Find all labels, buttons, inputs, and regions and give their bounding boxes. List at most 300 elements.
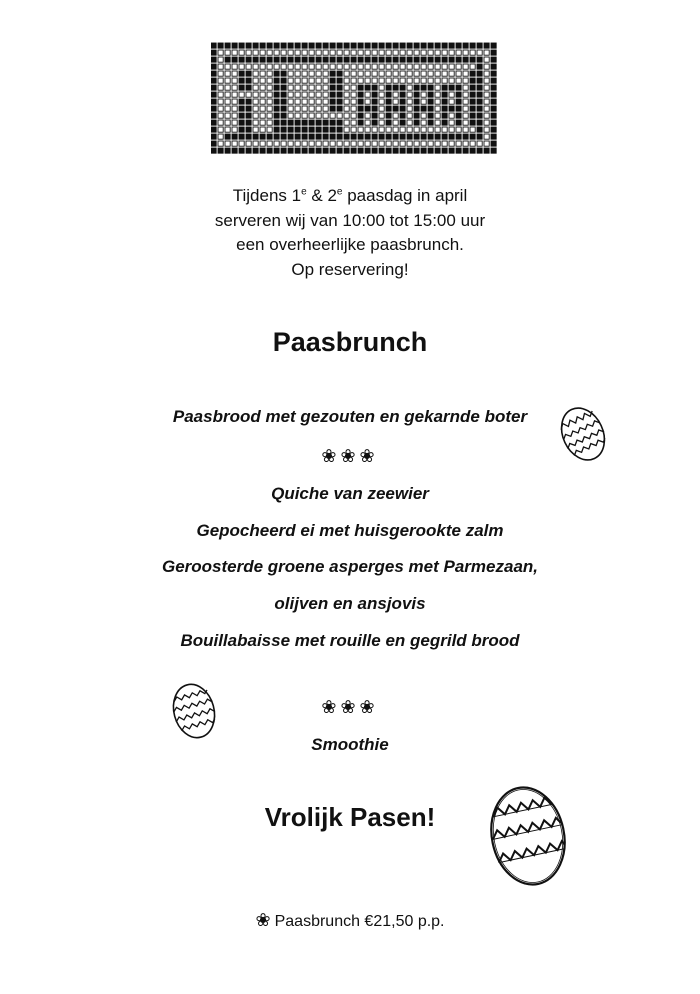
logo-pixel xyxy=(393,85,398,90)
logo-pixel xyxy=(309,78,314,83)
logo-pixel xyxy=(470,148,475,153)
logo-pixel xyxy=(295,106,300,111)
logo-pixel xyxy=(246,127,251,132)
logo-pixel xyxy=(323,99,328,104)
logo-pixel xyxy=(267,85,272,90)
logo-pixel xyxy=(449,57,454,62)
logo-pixel xyxy=(246,148,251,153)
logo-pixel xyxy=(274,50,279,55)
logo-pixel xyxy=(344,106,349,111)
logo-pixel xyxy=(421,71,426,76)
logo-pixel xyxy=(484,120,489,125)
logo-pixel xyxy=(491,120,496,125)
logo-pixel xyxy=(253,106,258,111)
logo-pixel xyxy=(302,134,307,139)
logo-pixel xyxy=(330,134,335,139)
logo-pixel xyxy=(379,78,384,83)
logo-pixel xyxy=(428,71,433,76)
logo-pixel xyxy=(330,50,335,55)
logo-pixel xyxy=(316,85,321,90)
logo-pixel xyxy=(365,120,370,125)
logo-pixel xyxy=(456,85,461,90)
logo-pixel xyxy=(477,50,482,55)
intro-line-2: serveren wij van 10:00 tot 15:00 uur xyxy=(214,210,486,230)
menu-starter: Paasbrood met gezouten en gekarnde boter xyxy=(172,407,528,426)
logo-pixel xyxy=(225,78,230,83)
logo-pixel xyxy=(225,134,230,139)
logo-pixel xyxy=(393,50,398,55)
logo-pixel xyxy=(302,120,307,125)
logo-pixel xyxy=(260,99,265,104)
menu-dish-2: Gepocheerd ei met huisgerookte zalm xyxy=(196,521,504,540)
logo-pixel xyxy=(274,71,279,76)
logo-pixel xyxy=(386,78,391,83)
logo-pixel xyxy=(372,57,377,62)
logo-pixel xyxy=(428,120,433,125)
logo-pixel xyxy=(477,71,482,76)
logo-pixel xyxy=(309,141,314,146)
logo-pixel xyxy=(484,141,489,146)
logo-pixel xyxy=(477,99,482,104)
logo-pixel xyxy=(288,64,293,69)
logo-pixel xyxy=(274,78,279,83)
logo-pixel xyxy=(491,92,496,97)
logo-pixel xyxy=(246,57,251,62)
logo-pixel xyxy=(323,78,328,83)
closing-greeting: Vrolijk Pasen! xyxy=(264,802,436,832)
logo-pixel xyxy=(239,113,244,118)
logo-pixel xyxy=(463,148,468,153)
logo-pixel xyxy=(253,85,258,90)
logo-pixel xyxy=(302,64,307,69)
logo-pixel xyxy=(344,71,349,76)
logo-pixel xyxy=(456,148,461,153)
logo-pixel xyxy=(225,71,230,76)
logo-pixel xyxy=(344,148,349,153)
logo-pixel xyxy=(351,148,356,153)
logo-pixel xyxy=(211,71,216,76)
logo-pixel xyxy=(281,134,286,139)
logo-pixel xyxy=(449,85,454,90)
menu-dessert: Smoothie xyxy=(311,735,389,754)
logo-pixel xyxy=(330,64,335,69)
logo-pixel xyxy=(491,64,496,69)
logo-pixel xyxy=(302,92,307,97)
logo-pixel xyxy=(435,71,440,76)
logo-pixel xyxy=(449,141,454,146)
logo-pixel xyxy=(281,78,286,83)
logo-pixel xyxy=(491,106,496,111)
logo-pixel xyxy=(274,134,279,139)
logo-pixel xyxy=(442,50,447,55)
logo-pixel xyxy=(407,120,412,125)
logo-pixel xyxy=(211,113,216,118)
logo-pixel xyxy=(358,127,363,132)
logo-pixel xyxy=(400,106,405,111)
logo-pixel xyxy=(337,134,342,139)
logo-pixel xyxy=(435,78,440,83)
logo-pixel xyxy=(309,99,314,104)
logo-pixel xyxy=(456,57,461,62)
logo-pixel xyxy=(344,141,349,146)
logo-pixel xyxy=(421,113,426,118)
logo-pixel xyxy=(288,127,293,132)
logo-pixel xyxy=(414,43,419,48)
logo-pixel xyxy=(442,71,447,76)
logo-pixel xyxy=(330,120,335,125)
logo-pixel xyxy=(239,71,244,76)
logo-pixel xyxy=(330,148,335,153)
logo-pixel xyxy=(260,120,265,125)
logo-pixel xyxy=(246,141,251,146)
logo-pixel xyxy=(470,120,475,125)
logo-pixel xyxy=(407,57,412,62)
logo-pixel xyxy=(302,106,307,111)
logo-pixel xyxy=(267,127,272,132)
logo-pixel xyxy=(379,85,384,90)
logo-pixel xyxy=(386,57,391,62)
logo-pixel xyxy=(365,78,370,83)
logo-pixel xyxy=(491,57,496,62)
logo-pixel xyxy=(421,43,426,48)
logo-pixel xyxy=(442,64,447,69)
logo-pixel xyxy=(463,120,468,125)
logo-pixel xyxy=(449,113,454,118)
logo-pixel xyxy=(211,57,216,62)
logo-pixel xyxy=(337,148,342,153)
logo-pixel xyxy=(386,43,391,48)
logo-pixel xyxy=(421,99,426,104)
logo-pixel xyxy=(302,99,307,104)
logo-pixel xyxy=(316,43,321,48)
logo-pixel xyxy=(218,92,223,97)
logo-pixel xyxy=(491,71,496,76)
logo-pixel xyxy=(386,148,391,153)
logo-pixel xyxy=(372,134,377,139)
logo-pixel xyxy=(309,50,314,55)
logo-pixel xyxy=(379,141,384,146)
logo-pixel xyxy=(414,50,419,55)
logo-pixel xyxy=(323,113,328,118)
logo-pixel xyxy=(351,57,356,62)
logo-pixel xyxy=(281,113,286,118)
logo-pixel xyxy=(253,92,258,97)
logo-pixel xyxy=(281,127,286,132)
logo-pixel xyxy=(442,120,447,125)
logo-pixel xyxy=(365,148,370,153)
menu-dish-4: olijven en ansjovis xyxy=(274,594,426,613)
logo-pixel xyxy=(239,92,244,97)
logo-pixel xyxy=(421,148,426,153)
logo-pixel xyxy=(386,120,391,125)
logo-pixel xyxy=(267,43,272,48)
logo-pixel xyxy=(358,134,363,139)
logo-pixel xyxy=(260,71,265,76)
logo-pixel xyxy=(260,127,265,132)
logo-pixel xyxy=(400,99,405,104)
logo-pixel xyxy=(274,99,279,104)
page-title: Paasbrunch xyxy=(272,327,428,357)
logo-pixel xyxy=(232,148,237,153)
logo-pixel xyxy=(421,57,426,62)
logo-pixel xyxy=(379,71,384,76)
easter-egg-icon xyxy=(556,403,610,465)
logo-pixel xyxy=(232,106,237,111)
logo-pixel xyxy=(253,57,258,62)
logo-pixel xyxy=(414,113,419,118)
flower-separator-1: ❀❀❀ xyxy=(321,446,379,466)
logo-pixel xyxy=(267,113,272,118)
logo-pixel xyxy=(463,141,468,146)
logo-pixel xyxy=(449,99,454,104)
logo-pixel xyxy=(470,78,475,83)
logo-pixel xyxy=(456,92,461,97)
logo-pixel xyxy=(421,120,426,125)
logo-pixel xyxy=(421,141,426,146)
logo-pixel xyxy=(295,85,300,90)
logo-pixel xyxy=(253,148,258,153)
logo-pixel xyxy=(288,85,293,90)
logo-pixel xyxy=(253,71,258,76)
logo-pixel xyxy=(407,64,412,69)
logo-pixel xyxy=(470,99,475,104)
flower-icon: ❀ xyxy=(255,910,271,930)
logo-pixel xyxy=(253,141,258,146)
logo-pixel xyxy=(246,78,251,83)
logo-pixel xyxy=(435,43,440,48)
logo-pixel xyxy=(491,43,496,48)
logo-pixel xyxy=(295,92,300,97)
logo-pixel xyxy=(477,141,482,146)
logo-pixel xyxy=(274,113,279,118)
logo-pixel xyxy=(358,71,363,76)
logo-pixel xyxy=(239,106,244,111)
logo-pixel xyxy=(428,106,433,111)
logo-pixel xyxy=(302,71,307,76)
logo-pixel xyxy=(393,134,398,139)
logo-pixel xyxy=(323,148,328,153)
logo-pixel xyxy=(407,99,412,104)
logo-pixel xyxy=(449,127,454,132)
logo-pixel xyxy=(463,78,468,83)
logo-pixel xyxy=(484,92,489,97)
logo-pixel xyxy=(414,71,419,76)
logo-pixel xyxy=(386,85,391,90)
logo-pixel xyxy=(267,71,272,76)
logo-pixel xyxy=(449,50,454,55)
logo-pixel xyxy=(288,78,293,83)
logo-pixel xyxy=(428,127,433,132)
logo-pixel xyxy=(253,99,258,104)
logo-pixel xyxy=(477,113,482,118)
logo-pixel xyxy=(442,134,447,139)
logo-pixel xyxy=(246,120,251,125)
logo-pixel xyxy=(414,134,419,139)
logo-pixel xyxy=(372,92,377,97)
logo-pixel xyxy=(372,99,377,104)
logo-pixel xyxy=(337,113,342,118)
logo-pixel xyxy=(337,92,342,97)
logo-pixel xyxy=(477,92,482,97)
logo-pixel xyxy=(295,141,300,146)
logo-pixel xyxy=(253,127,258,132)
logo-pixel xyxy=(365,57,370,62)
easter-egg-icon xyxy=(484,782,572,890)
logo-pixel xyxy=(484,127,489,132)
logo-pixel xyxy=(281,43,286,48)
menu-dish-1: Quiche van zeewier xyxy=(271,484,429,503)
logo-pixel xyxy=(246,71,251,76)
logo-pixel xyxy=(435,85,440,90)
logo-pixel xyxy=(337,71,342,76)
logo-pixel xyxy=(218,50,223,55)
logo-pixel xyxy=(470,57,475,62)
logo-pixel xyxy=(323,64,328,69)
logo-pixel xyxy=(414,120,419,125)
logo-pixel xyxy=(365,99,370,104)
logo-pixel xyxy=(421,85,426,90)
logo-pixel xyxy=(274,43,279,48)
logo-pixel xyxy=(295,64,300,69)
logo-pixel xyxy=(393,113,398,118)
logo-pixel xyxy=(309,127,314,132)
logo-pixel xyxy=(253,64,258,69)
logo-pixel xyxy=(295,99,300,104)
logo-pixel xyxy=(309,64,314,69)
logo-pixel xyxy=(302,78,307,83)
logo-pixel xyxy=(477,64,482,69)
logo-pixel xyxy=(337,43,342,48)
logo-pixel xyxy=(400,92,405,97)
logo-pixel xyxy=(386,141,391,146)
logo-pixel xyxy=(351,141,356,146)
logo-pixel xyxy=(211,99,216,104)
logo-pixel xyxy=(344,64,349,69)
logo-pixel xyxy=(414,106,419,111)
logo-pixel xyxy=(344,78,349,83)
logo-pixel xyxy=(239,50,244,55)
logo-pixel xyxy=(344,120,349,125)
logo-pixel xyxy=(421,50,426,55)
logo-pixel xyxy=(225,120,230,125)
logo-pixel xyxy=(372,113,377,118)
logo-pixel xyxy=(435,148,440,153)
logo-pixel xyxy=(428,43,433,48)
logo-pixel xyxy=(470,64,475,69)
logo-pixel xyxy=(491,127,496,132)
logo-pixel xyxy=(225,64,230,69)
logo-pixel xyxy=(239,57,244,62)
logo-pixel xyxy=(365,71,370,76)
logo-pixel xyxy=(211,134,216,139)
logo-pixel xyxy=(407,71,412,76)
logo-pixel xyxy=(288,141,293,146)
logo-pixel xyxy=(449,92,454,97)
logo-pixel xyxy=(302,85,307,90)
logo-pixel xyxy=(218,120,223,125)
logo-pixel xyxy=(372,120,377,125)
logo-pixel xyxy=(372,148,377,153)
logo-pixel xyxy=(372,127,377,132)
logo-pixel xyxy=(281,106,286,111)
logo-pixel xyxy=(449,71,454,76)
logo-pixel xyxy=(330,71,335,76)
logo-pixel xyxy=(344,57,349,62)
logo-pixel xyxy=(239,43,244,48)
logo-pixel xyxy=(302,127,307,132)
logo-pixel xyxy=(316,50,321,55)
logo-pixel xyxy=(211,78,216,83)
logo-pixel xyxy=(463,134,468,139)
logo-pixel xyxy=(323,50,328,55)
logo-pixel xyxy=(379,120,384,125)
price-text: Paasbrunch €21,50 p.p. xyxy=(274,913,445,930)
logo-pixel xyxy=(421,106,426,111)
logo-pixel xyxy=(435,106,440,111)
logo-pixel xyxy=(358,148,363,153)
logo-pixel xyxy=(449,106,454,111)
logo-pixel xyxy=(274,141,279,146)
logo-pixel xyxy=(407,127,412,132)
logo-pixel xyxy=(393,71,398,76)
intro-text xyxy=(0,184,700,282)
logo-pixel xyxy=(449,78,454,83)
logo-pixel xyxy=(288,148,293,153)
logo-pixel xyxy=(386,92,391,97)
logo-pixel xyxy=(365,92,370,97)
logo-pixel xyxy=(288,43,293,48)
logo-pixel xyxy=(295,113,300,118)
logo-pixel xyxy=(379,64,384,69)
logo-pixel xyxy=(288,134,293,139)
logo-pixel xyxy=(407,106,412,111)
logo-pixel xyxy=(393,106,398,111)
logo-pixel xyxy=(484,134,489,139)
logo-pixel xyxy=(323,71,328,76)
logo-pixel xyxy=(225,127,230,132)
logo-pixel xyxy=(365,113,370,118)
logo-pixel xyxy=(267,92,272,97)
logo-pixel xyxy=(421,92,426,97)
logo-pixel xyxy=(323,43,328,48)
logo-pixel xyxy=(358,78,363,83)
logo-pixel xyxy=(407,50,412,55)
logo-pixel xyxy=(267,78,272,83)
logo-pixel xyxy=(232,134,237,139)
logo-pixel xyxy=(274,127,279,132)
logo-pixel xyxy=(484,71,489,76)
logo-pixel xyxy=(253,134,258,139)
logo-pixel xyxy=(442,43,447,48)
logo-pixel xyxy=(218,85,223,90)
logo-pixel xyxy=(344,50,349,55)
logo-pixel xyxy=(239,120,244,125)
logo-pixel xyxy=(358,92,363,97)
logo-pixel xyxy=(211,85,216,90)
logo-pixel xyxy=(218,127,223,132)
logo-pixel xyxy=(211,50,216,55)
logo-pixel xyxy=(358,50,363,55)
logo-pixel xyxy=(260,134,265,139)
price-line xyxy=(0,910,700,931)
logo-pixel xyxy=(316,134,321,139)
logo-pixel xyxy=(470,106,475,111)
logo-pixel xyxy=(295,134,300,139)
logo-pixel xyxy=(267,50,272,55)
logo-pixel xyxy=(274,120,279,125)
logo-pixel xyxy=(407,148,412,153)
logo-pixel xyxy=(309,134,314,139)
